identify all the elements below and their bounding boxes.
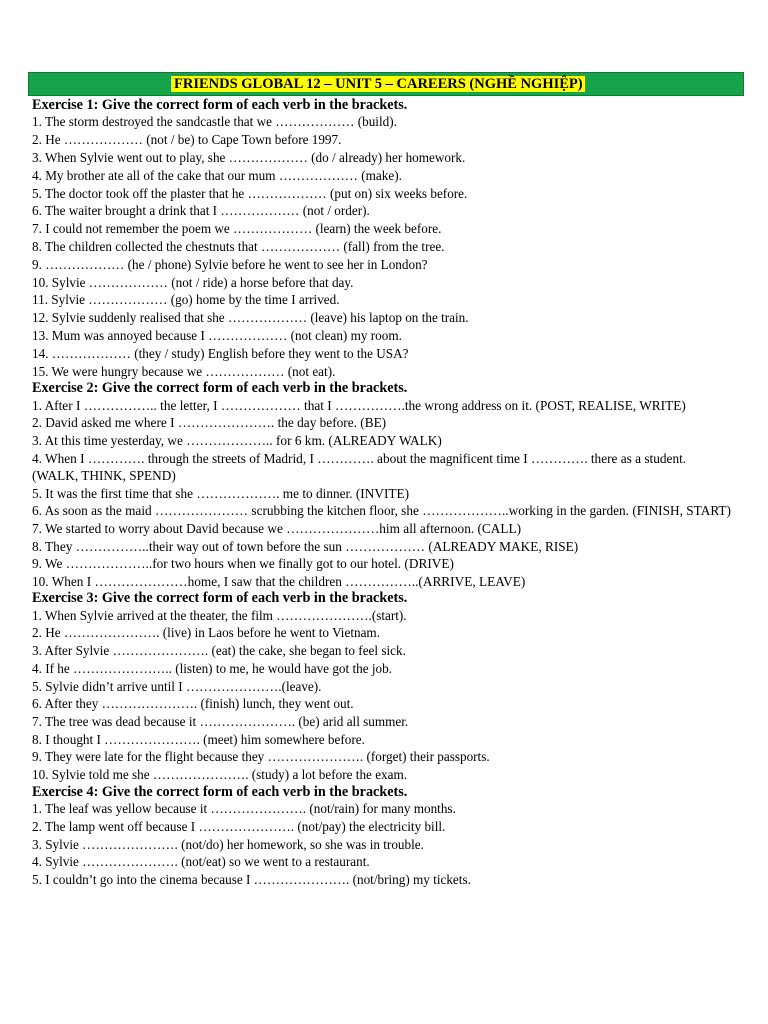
exercise-item: 6. After they …………………. (finish) lunch, they went out. <box>32 696 354 712</box>
exercise-heading: Exercise 4: Give the correct form of each verb in the brackets. <box>32 783 408 800</box>
exercise-item: 14. ……………… (they / study) English before they went to the USA? <box>32 345 409 361</box>
exercise-item: 12. Sylvie suddenly realised that she ……………… (leave) his laptop on the train. <box>32 310 469 326</box>
exercise-item: 5. It was the first time that she ………………. me to dinner. (INVITE) <box>32 485 410 501</box>
exercise-item: 3. At this time yesterday, we ……………….. for 6 km. (ALREADY WALK) <box>32 432 442 448</box>
worksheet-page <box>28 72 744 889</box>
exercise-4-section <box>28 784 744 889</box>
exercise-item: 9. We ………………..for two hours when we finally got to our hotel. (DRIVE) <box>32 556 454 572</box>
exercise-item: 15. We were hungry because we ……………… (not eat). <box>32 363 336 379</box>
exercise-item: 8. They ……………..their way out of town before the sun ……………… (ALREADY MAKE, RISE) <box>32 538 579 554</box>
exercise-item: 2. He …………………. (live) in Laos before he went to Vietnam. <box>32 625 380 641</box>
exercise-item: 10. Sylvie ……………… (not / ride) a horse before that day. <box>32 274 354 290</box>
exercise-3-section <box>28 590 744 783</box>
exercise-item: 9. They were late for the flight because they …………………. (forget) their passports. <box>32 749 490 765</box>
exercise-item: 7. I could not remember the poem we ……………… (learn) the week before. <box>32 221 442 237</box>
exercise-item: 2. The lamp went off because I …………………. (not/pay) the electricity bill. <box>32 818 446 834</box>
title-bar <box>28 72 744 96</box>
exercise-item: 5. Sylvie didn’t arrive until I ………………….(leave). <box>32 678 322 694</box>
exercise-heading: Exercise 1: Give the correct form of each verb in the brackets. <box>32 97 408 113</box>
exercise-heading: Exercise 2: Give the correct form of each verb in the brackets. <box>32 380 408 397</box>
exercise-item: 1. The leaf was yellow because it …………………. (not/rain) for many months. <box>32 801 456 817</box>
exercise-heading: Exercise 3: Give the correct form of each verb in the brackets. <box>32 590 408 607</box>
exercise-item: 3. After Sylvie …………………. (eat) the cake, she began to feel sick. <box>32 643 406 659</box>
exercise-item: 8. I thought I …………………. (meet) him somewhere before. <box>32 731 365 747</box>
exercise-item: 5. I couldn’t go into the cinema because I …………………. (not/bring) my tickets. <box>32 871 471 887</box>
exercise-item: 4. If he ………………….. (listen) to me, he would have got the job. <box>32 660 393 676</box>
exercise-item: 6. The waiter brought a drink that I ……………… (not / order). <box>32 203 370 219</box>
exercise-item: 2. David asked me where I …………………. the day before. (BE) <box>32 415 387 431</box>
exercise-item: 1. After I …………….. the letter, I ……………… that I …………….the wrong address on it. (POST, REALISE, WRITE) <box>32 397 686 413</box>
exercise-item: 5. The doctor took off the plaster that he ……………… (put on) six weeks before. <box>32 185 468 201</box>
exercise-item: 2. He ……………… (not / be) to Cape Town before 1997. <box>32 132 342 148</box>
exercise-item: 9. ……………… (he / phone) Sylvie before he went to see her in London? <box>32 256 428 272</box>
exercise-item: 10. When I …………………home, I saw that the children ……………..(ARRIVE, LEAVE) <box>32 573 526 589</box>
exercise-item: 7. The tree was dead because it …………………. (be) arid all summer. <box>32 713 409 729</box>
exercise-item: 11. Sylvie ……………… (go) home by the time I arrived. <box>32 292 340 308</box>
exercise-2-section <box>28 380 744 590</box>
exercise-item: 13. Mum was annoyed because I ……………… (not clean) my room. <box>32 327 402 343</box>
exercise-item: 1. When Sylvie arrived at the theater, the film ………………….(start). <box>32 607 407 623</box>
exercise-item: 3. When Sylvie went out to play, she ……………… (do / already) her homework. <box>32 150 466 165</box>
exercise-item: 8. The children collected the chestnuts that ……………… (fall) from the tree. <box>32 238 445 254</box>
exercise-item: 1. The storm destroyed the sandcastle that we ……………… (build). <box>32 114 397 130</box>
worksheet-title: FRIENDS GLOBAL 12 – UNIT 5 – CAREERS (NGHỀ NGHIỆP) <box>171 76 585 92</box>
exercise-item: 7. We started to worry about David because we …………………him all afternoon. (CALL) <box>32 520 522 536</box>
exercise-item: 4. Sylvie …………………. (not/eat) so we went to a restaurant. <box>32 854 370 870</box>
exercise-item: 4. My brother ate all of the cake that our mum ……………… (make). <box>32 167 402 183</box>
exercise-item: 6. As soon as the maid ………………… scrubbing the kitchen floor, she ………………..working in the garden. (FINISH, START) <box>32 503 731 519</box>
exercise-1-section <box>28 97 744 380</box>
exercise-item: 4. When I …………. through the streets of Madrid, I …………. about the magnificent time I …………. there as a student. (WALK, THINK, SPEND) <box>32 450 687 484</box>
exercise-item: 3. Sylvie …………………. (not/do) her homework, so she was in trouble. <box>32 836 424 852</box>
exercise-item: 10. Sylvie told me she …………………. (study) a lot before the exam. <box>32 767 408 783</box>
